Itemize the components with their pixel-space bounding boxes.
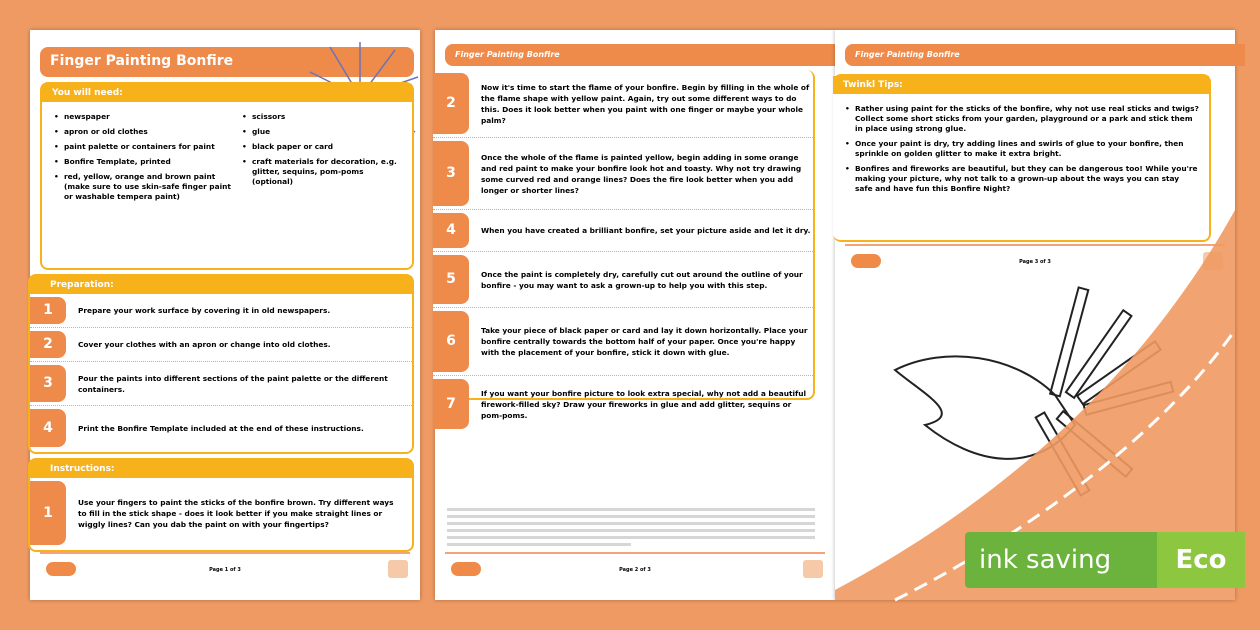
page-number: Page 2 of 3	[619, 567, 651, 573]
step	[30, 478, 412, 548]
step-number: 6	[433, 311, 469, 372]
badge-icon	[803, 560, 823, 578]
list-item: • black paper or card	[242, 142, 402, 152]
section-heading: Preparation:	[30, 276, 412, 294]
step-number: 3	[433, 141, 469, 206]
materials-list-left	[54, 112, 234, 207]
step-text: Once the paint is completely dry, carefully cut out around the outline of your bonfire - you may want to ask a grown-up to help you with this step.	[481, 269, 803, 290]
step-number: 5	[433, 255, 469, 304]
step-number: 7	[433, 379, 469, 429]
section-heading: Twinkl Tips:	[833, 76, 1209, 94]
list-item: • glue	[242, 127, 402, 137]
step-text: Pour the paints into different sections of the paint palette or the different containers.	[78, 373, 388, 394]
badge-icon	[388, 560, 408, 578]
steps-box	[433, 70, 815, 420]
page-2	[435, 30, 835, 600]
section-heading: You will need:	[42, 84, 412, 102]
page-3	[835, 30, 1235, 600]
step-number: 4	[30, 409, 66, 447]
step-number: 1	[30, 481, 66, 545]
page-footer	[445, 552, 825, 582]
step-number: 4	[433, 213, 469, 248]
step	[30, 328, 412, 362]
step	[30, 406, 412, 450]
step-text: When you have created a brilliant bonfire, set your picture aside and let it dry.	[481, 226, 811, 235]
step-number: 1	[30, 297, 66, 324]
list-item: • red, yellow, orange and brown paint (make sure to use skin-safe finger paint or washable tempera paint)	[54, 172, 234, 202]
list-item: • Once your paint is dry, try adding lines and swirls of glue to your bonfire, then sprinkle on golden glitter to make it extra bright.	[845, 139, 1199, 159]
list-item: • Rather using paint for the sticks of the bonfire, why not use real sticks and twigs? Collect some short sticks from your garden, playground or a park and stick them in place using strong glue.	[845, 104, 1199, 134]
list-item: • craft materials for decoration, e.g. glitter, sequins, pom-poms (optional)	[242, 157, 402, 187]
ink-saving-eco-badge	[965, 532, 1245, 588]
materials-list-right	[242, 112, 402, 192]
step-text: Once the whole of the flame is painted yellow, begin adding in some orange and red paint to make your bonfire look hot and toasty. Why not try drawing some curved red and orange lines? Does the fire look better when you add longer or shorter lines?	[481, 152, 802, 195]
step-number: 3	[30, 365, 66, 402]
step	[433, 70, 813, 138]
you-will-need-box	[40, 82, 414, 270]
page-number: Page 1 of 3	[209, 567, 241, 573]
step	[433, 210, 813, 252]
step-text: Cover your clothes with an apron or change into old clothes.	[78, 340, 331, 349]
page-header: Finger Painting Bonfire	[845, 44, 1245, 66]
step	[433, 252, 813, 308]
list-item: • scissors	[242, 112, 402, 122]
list-item: • apron or old clothes	[54, 127, 234, 137]
preparation-box	[28, 274, 414, 454]
list-item: • Bonfires and fireworks are beautiful, but they can be dangerous too! While you're making your picture, why not talk to a grown-up about the ways you can stay safe and have fun this Bonfire Night?	[845, 164, 1199, 194]
list-item: • Bonfire Template, printed	[54, 157, 234, 167]
page-1	[30, 30, 420, 600]
step-text: Now it's time to start the flame of your bonfire. Begin by filling in the whole of the flame shape with yellow paint. Again, try out some different ways to do this. Does it look better when you paint with one finger or maybe your whole palm?	[481, 82, 810, 125]
step-text: If you want your bonfire picture to look extra special, why not add a beautiful firework-filled sky? Draw your fireworks in glue and add glitter, sequins or pom-poms.	[481, 388, 807, 420]
step-text: Take your piece of black paper or card and lay it down horizontally. Place your bonfire centrally towards the bottom half of your paper. Once you're happy with the placement of your bonfire, stick it down with glue.	[481, 326, 808, 357]
page-header: Finger Painting Bonfire	[445, 44, 845, 66]
instructions-box	[28, 458, 414, 552]
step	[433, 308, 813, 376]
step	[30, 294, 412, 328]
step-number: 2	[30, 331, 66, 358]
page-number: Page 3 of 3	[1019, 259, 1051, 265]
page-footer	[40, 552, 410, 582]
legal-text	[447, 508, 815, 550]
page-title: Finger Painting Bonfire	[40, 47, 414, 77]
step-number: 2	[433, 73, 469, 134]
step-text: Prepare your work surface by covering it in old newspapers.	[78, 306, 331, 315]
step	[433, 138, 813, 210]
eco-leaf-badge: Eco	[1157, 532, 1245, 588]
orange-swoosh-decoration	[835, 30, 1235, 600]
list-item: • paint palette or containers for paint	[54, 142, 234, 152]
step	[433, 376, 813, 432]
eco-label: ink saving	[979, 545, 1112, 575]
list-item: • newspaper	[54, 112, 234, 122]
step	[30, 362, 412, 406]
step-text: Use your fingers to paint the sticks of the bonfire brown. Try different ways to fill in the stick shape - does it look better if you make straight lines or wiggly lines? Can you dab the paint on with your fingertips?	[78, 497, 394, 529]
step-text: Print the Bonfire Template included at the end of these instructions.	[78, 423, 364, 433]
section-heading: Instructions:	[30, 460, 412, 478]
